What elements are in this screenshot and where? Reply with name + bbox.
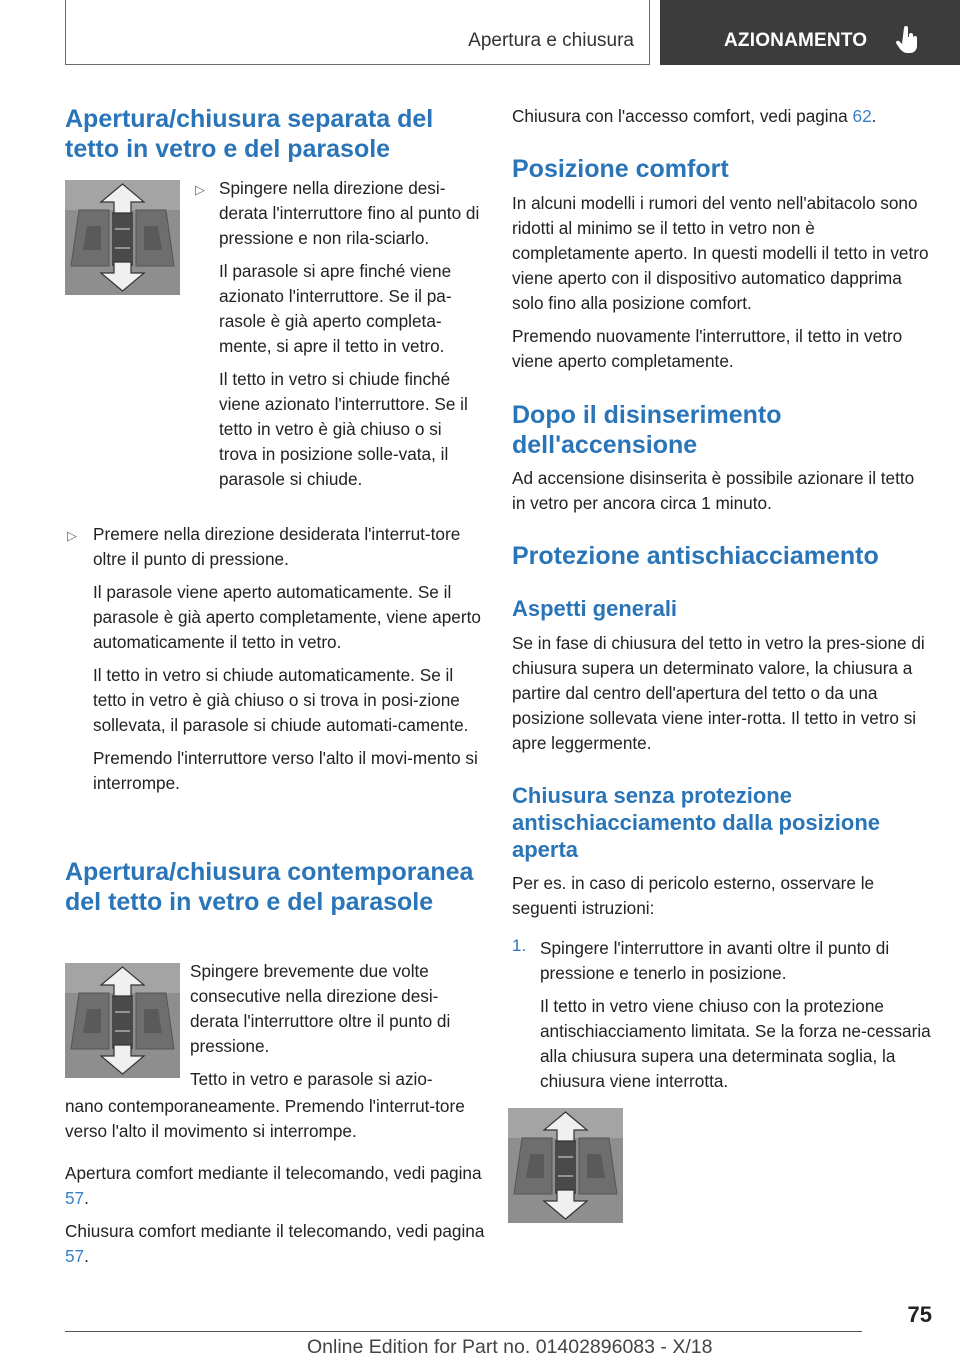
header-bottom-rule: [65, 64, 649, 65]
comfort-text-2: Premendo nuovamente l'interruttore, il tetto in vetro viene aperto completamente.: [512, 326, 903, 371]
footer-rule: [65, 1331, 862, 1332]
page-number: 75: [907, 1302, 932, 1327]
bullet-2-text-4: Premendo l'interruttore verso l'alto il movi-mento si interrompe.: [93, 748, 478, 793]
section-title: Apertura e chiusura: [468, 30, 634, 51]
no-protection-text: Per es. in caso di pericolo esterno, osservare le seguenti istruzioni:: [512, 873, 875, 918]
page-link-62[interactable]: 62: [852, 106, 872, 126]
roof-switch-forward-illustration: [508, 1108, 623, 1223]
heading-after-ignition: Dopo il disinserimento dell'accensione: [512, 401, 782, 459]
subheading-general: Aspetti generali: [512, 596, 678, 621]
bullet-2-text-2: Il parasole viene aperto automaticamente. Se il parasole è già aperto completamente, viene aperto automaticamente il tetto in vetro.: [93, 582, 481, 652]
switch-photo-3: [508, 1108, 623, 1223]
heading-simultaneous-operation: Apertura/chiusura contemporanea del tetto in vetro e del parasole: [65, 858, 474, 916]
ignition-text: Ad accensione disinserita è possibile azionare il tetto in vetro per ancora circa 1 minuto.: [512, 468, 915, 513]
header-separator: [649, 0, 650, 65]
roof-switch-illustration: [65, 180, 180, 295]
heading-pinch-protection: Protezione antischiacciamento: [512, 542, 879, 570]
comfort-access-text: Chiusura con l'accesso comfort, vedi pagina 62.: [512, 106, 877, 126]
heading-comfort-position: Posizione comfort: [512, 155, 729, 183]
comfort-text-1: In alcuni modelli i rumori del vento nell'abitacolo sono ridotti al minimo se il tetto in vetro non è completamente aperto. In questi modelli il tetto in vetro viene aperto con il dispositivo automatico dapprima solo fino alla posizione comfort.: [512, 193, 929, 313]
header-left-rule: [65, 0, 66, 64]
remote-close-text: Chiusura comfort mediante il telecomando, vedi pagina 57.: [65, 1221, 485, 1266]
step-number-1: 1.: [512, 936, 527, 955]
left-column: [65, 104, 485, 164]
pointing-hand-icon: [896, 26, 920, 54]
simultaneous-text-block: [190, 959, 485, 1092]
simultaneous-text-1: Spingere brevemente due volte consecutive nella direzione desi-derata l'interruttore oltre il punto di pressione.: [190, 961, 451, 1056]
bullet-2-text-1: Premere nella direzione desiderata l'interrut-tore oltre il punto di pressione.: [93, 524, 461, 569]
bullet-1-text-1: Spingere nella direzione desi-derata l'interruttore fino al punto di pressione e non rila-sciarlo.: [219, 178, 480, 248]
bullet-2-text-3: Il tetto in vetro si chiude automaticamente. Se il tetto in vetro è già chiuso o si trova in posi-zione sollevata, il parasole si chiude automati-camente.: [93, 665, 469, 735]
edition-footer: Online Edition for Part no. 01402896083 - X/18: [307, 1336, 713, 1358]
bullet-triangle-icon: ▷: [195, 182, 205, 197]
bullet-triangle-icon: ▷: [67, 528, 77, 543]
simultaneous-text-2a: Tetto in vetro e parasole si azio-: [190, 1069, 433, 1089]
general-text: Se in fase di chiusura del tetto in vetro la pres-sione di chiusura supera un determinato valore, la chiusura a partire dal centro dell'apertura del tetto o da una posizione sollevata viene inter-rotta. Il tetto in vetro si apre leggermente.: [512, 633, 925, 753]
bullet-1-text-2: Il parasole si apre finché viene azionato l'interruttore. Se il pa-rasole è già aperto completa-mente, si apre il tetto in vetro.: [219, 261, 452, 356]
roof-switch-illustration: [65, 963, 180, 1078]
switch-photo-1: [65, 180, 180, 295]
step-1-text-1: Spingere l'interruttore in avanti oltre il punto di pressione e tenerlo in posizione.: [540, 938, 890, 983]
step-1-text-2: Il tetto in vetro viene chiuso con la protezione antischiacciamento limitata. Se la forza ne-cessaria alla chiusura supera una determinata soglia, la chiusura viene interrotta.: [540, 996, 931, 1091]
switch-photo-2: [65, 963, 180, 1078]
bullet-block-2: [65, 522, 485, 796]
chapter-tab-label: AZIONAMENTO: [724, 30, 868, 51]
page-link-57[interactable]: 57: [65, 1246, 85, 1266]
bullet-block-1: [194, 176, 484, 492]
bullet-1-text-3: Il tetto in vetro si chiude finché viene azionato l'interruttore. Se il tetto in vetro è già chiuso o si trova in posizione solle-vata, il parasole si chiude.: [219, 369, 468, 489]
page-link-57[interactable]: 57: [65, 1188, 85, 1208]
heading-separate-operation: Apertura/chiusura separata del tetto in vetro e del parasole: [65, 105, 434, 163]
remote-open-text: Apertura comfort mediante il telecomando, vedi pagina 57.: [65, 1163, 482, 1208]
simultaneous-text-2b: nano contemporaneamente. Premendo l'interrut-tore verso l'alto il movimento si interrompe.: [65, 1096, 465, 1141]
subheading-no-protection: Chiusura senza protezione antischiacciamento dalla posizione aperta: [512, 783, 880, 862]
